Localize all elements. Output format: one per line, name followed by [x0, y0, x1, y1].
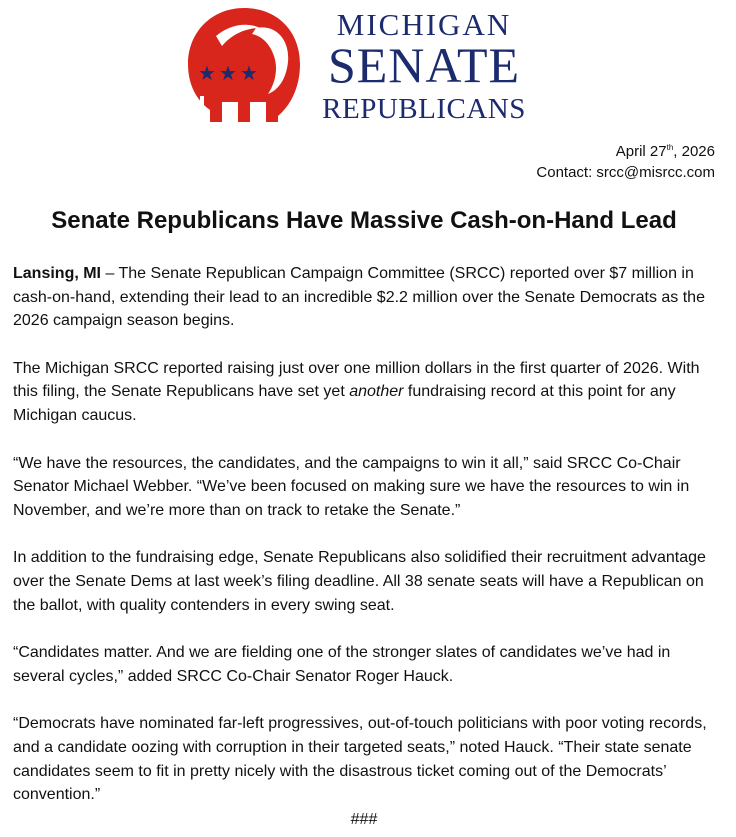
- paragraph-6: “Democrats have nominated far-left progressives, out-of-touch politicians with poor voting records, and a candidate oozing with corruption in their targeted seats,” noted Hauck. “Their state senate candidates seem to fit in pretty nicely with the disastrous ticket coming out of the Democrats’ convention.”: [13, 715, 707, 804]
- date-ordinal: th: [666, 143, 674, 152]
- paragraph-2: [13, 357, 718, 428]
- press-release-body: [13, 262, 718, 807]
- end-mark: ###: [350, 811, 378, 828]
- paragraph-2-text-a: The Michigan SRCC reported raising just over one million dollars in the first quarter of 2026. With this filing, the Senate Republicans have set yet: [13, 359, 700, 401]
- svg-text:★: ★: [240, 61, 258, 85]
- logo-line-senate: SENATE: [327, 37, 521, 93]
- michigan-senate-republicans-logo: [186, 6, 542, 124]
- paragraph-3: “We have the resources, the candidates, and the campaigns to win it all,” said SRCC Co-Chair Senator Michael Webber. “We’ve been focused on making sure we have the resources to win in November, and we’re more than on track to retake the Senate.”: [13, 454, 690, 519]
- headline: Senate Republicans Have Massive Cash-on-Hand Lead: [51, 207, 677, 234]
- release-date: [536, 141, 715, 162]
- paragraph-5: “Candidates matter. And we are fielding one of the stronger slates of candidates we’ve had in several cycles,” added SRCC Co-Chair Senator Roger Hauck.: [13, 644, 671, 685]
- svg-text:★: ★: [198, 61, 216, 85]
- paragraph-1-text: – The Senate Republican Campaign Committee (SRCC) reported over $7 million in cash-on-hand, extending their lead to an incredible $2.2 million over the Senate Democrats as the 2026 campaign season begins.: [13, 265, 705, 330]
- contact-line: Contact: srcc@misrcc.com: [536, 164, 715, 181]
- logo-line-michigan: MICHIGAN: [336, 7, 512, 42]
- paragraph-2-text-b: fundraising record at this point for any Michigan caucus.: [13, 383, 676, 424]
- dateline: Lansing, MI: [13, 265, 101, 282]
- date-year: , 2026: [673, 143, 715, 160]
- paragraph-1: [13, 262, 718, 333]
- release-meta: [536, 141, 715, 183]
- paragraph-4: In addition to the fundraising edge, Senate Republicans also solidified their recruitment advantage over the Senate Dems at last week’s filing deadline. All 38 senate seats will have a Republican on the ballot, with quality contenders in every swing seat.: [13, 549, 706, 614]
- date-text: April 27: [615, 143, 667, 160]
- logo-line-republicans: REPUBLICANS: [322, 93, 526, 125]
- svg-text:★: ★: [219, 61, 237, 85]
- elephant-logo-icon: [186, 6, 306, 124]
- paragraph-2-emphasis: another: [349, 383, 404, 401]
